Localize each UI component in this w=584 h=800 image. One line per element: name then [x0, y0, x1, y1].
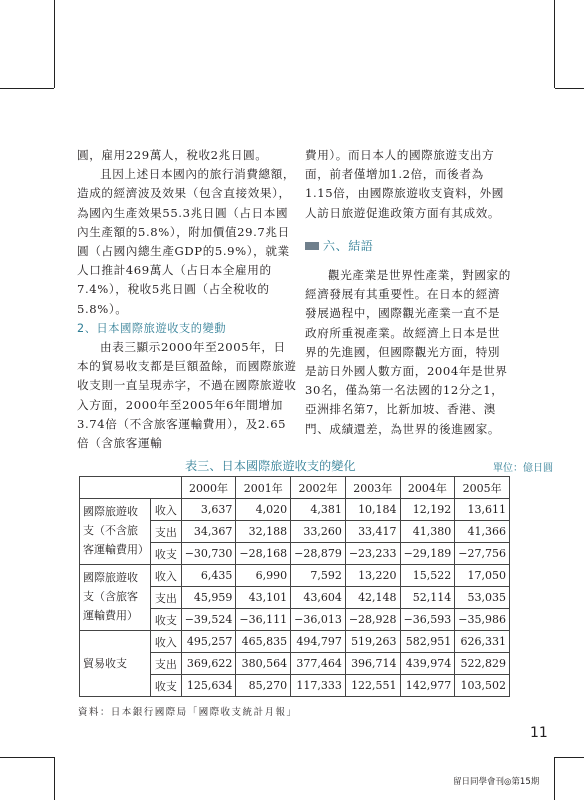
- table-cell: 17,050: [455, 565, 510, 587]
- table-cell: 626,331: [455, 631, 510, 653]
- table-cell: 43,101: [236, 587, 291, 609]
- header-corner: [80, 477, 182, 499]
- table-cell: 42,148: [345, 587, 400, 609]
- table-cell: −30,730: [181, 543, 236, 565]
- paragraph: 圓，雇用229萬人，稅收2兆日圓。: [77, 148, 268, 162]
- crop-mark: [0, 757, 54, 758]
- table-cell: 122,551: [345, 675, 400, 697]
- table-cell: 3,637: [181, 499, 236, 521]
- right-column: [305, 146, 511, 439]
- subheading: 2、日本國際旅遊收支的變動: [77, 321, 227, 335]
- table-cell: 52,114: [400, 587, 455, 609]
- year-header: 2001年: [236, 477, 291, 499]
- table-title: 表三、日本國際旅遊收支的變化: [185, 459, 356, 473]
- table-cell: 396,714: [345, 653, 400, 675]
- year-header: 2003年: [345, 477, 400, 499]
- table-row: [80, 499, 510, 521]
- table-cell: 6,435: [181, 565, 236, 587]
- table-cell: 380,564: [236, 653, 291, 675]
- table-cell: 32,188: [236, 521, 291, 543]
- table-source: 資料：日本銀行國際局「國際收支統計月報」: [78, 707, 298, 718]
- paragraph: 觀光產業是世界性產業，對國家的經濟發展有其重要性。在日本的經濟發展過程中，國際觀光產業一直不是政府所重視產業。故經濟上日本是世界的先進國，但國際觀光方面，特別是訪日外國人數方面，2004年是世界30名，僅為第一名法國的12分之1，亞洲排名第7，比新加坡、香港、澳門、成績還差，為世界的後進國家。: [305, 268, 511, 436]
- group-label: 國際旅遊收支（含旅客運輸費用）: [80, 565, 151, 631]
- table-cell: −36,013: [291, 609, 346, 631]
- tourism-balance-table: [79, 476, 510, 697]
- row-type: 支出: [151, 653, 182, 675]
- table-cell: 13,220: [345, 565, 400, 587]
- crop-mark: [0, 88, 54, 89]
- table-cell: 15,522: [400, 565, 455, 587]
- table-cell: 53,035: [455, 587, 510, 609]
- table-cell: 41,366: [455, 521, 510, 543]
- table-cell: 494,797: [291, 631, 346, 653]
- crop-mark: [54, 757, 55, 800]
- section-heading: 六、結語: [305, 237, 511, 256]
- table-cell: 12,192: [400, 499, 455, 521]
- table-cell: 125,634: [181, 675, 236, 697]
- table-cell: 85,270: [236, 675, 291, 697]
- table-cell: −28,928: [345, 609, 400, 631]
- table-cell: 465,835: [236, 631, 291, 653]
- crop-mark: [54, 0, 55, 88]
- table-cell: 6,990: [236, 565, 291, 587]
- footer-journal: 留日同學會刊◎第15期: [453, 777, 540, 787]
- table-cell: 369,622: [181, 653, 236, 675]
- crop-mark: [555, 757, 584, 758]
- left-column: [77, 146, 297, 453]
- crop-mark: [555, 88, 584, 89]
- group-label: 貿易收支: [80, 631, 151, 697]
- table-cell: 582,951: [400, 631, 455, 653]
- table-cell: −39,524: [181, 609, 236, 631]
- table-cell: 33,417: [345, 521, 400, 543]
- table-cell: 519,263: [345, 631, 400, 653]
- table-cell: 41,380: [400, 521, 455, 543]
- row-type: 收入: [151, 499, 182, 521]
- crop-mark: [554, 0, 555, 88]
- row-type: 收入: [151, 565, 182, 587]
- row-type: 收支: [151, 675, 182, 697]
- table-cell: 4,381: [291, 499, 346, 521]
- table-cell: 34,367: [181, 521, 236, 543]
- row-type: 收支: [151, 543, 182, 565]
- table-cell: 117,333: [291, 675, 346, 697]
- table-cell: 439,974: [400, 653, 455, 675]
- paragraph: 且因上述日本國內的旅行消費總額，造成的經濟波及效果（包含直接效果），為國內生產效果55.3兆日圓（占日本國內生產額的5.8%），附加價值29.7兆日圓（占國內總生產GDP的5.9%），就業人口推計469萬人（占日本全雇用的7.4%），稅收5兆日圓（占全稅收的5.8%）。: [77, 167, 296, 316]
- year-header: 2004年: [400, 477, 455, 499]
- table-cell: −35,986: [455, 609, 510, 631]
- year-header: 2002年: [291, 477, 346, 499]
- table-cell: 10,184: [345, 499, 400, 521]
- table-cell: 45,959: [181, 587, 236, 609]
- table-cell: 7,592: [291, 565, 346, 587]
- table-cell: −36,593: [400, 609, 455, 631]
- row-type: 支出: [151, 521, 182, 543]
- table-row: [80, 565, 510, 587]
- table-cell: −27,756: [455, 543, 510, 565]
- row-type: 支出: [151, 587, 182, 609]
- square-bullet-icon: [305, 242, 319, 250]
- year-header: 2005年: [455, 477, 510, 499]
- page-number: 11: [530, 725, 548, 741]
- table-cell: 103,502: [455, 675, 510, 697]
- paragraph: 費用）。而日本人的國際旅遊支出方面，前者僅增加1.2倍，而後者為1.15倍，由國際旅遊收支資料，外國人訪日旅遊促進政策方面有其成效。: [305, 148, 504, 220]
- table-cell: 33,260: [291, 521, 346, 543]
- table-cell: 522,829: [455, 653, 510, 675]
- table-cell: 377,464: [291, 653, 346, 675]
- table-cell: 142,977: [400, 675, 455, 697]
- row-type: 收入: [151, 631, 182, 653]
- table-cell: 495,257: [181, 631, 236, 653]
- row-type: 收支: [151, 609, 182, 631]
- table-row: [80, 631, 510, 653]
- year-header: 2000年: [181, 477, 236, 499]
- table-cell: 13,611: [455, 499, 510, 521]
- crop-mark: [554, 757, 555, 800]
- table-cell: −28,879: [291, 543, 346, 565]
- table-cell: 4,020: [236, 499, 291, 521]
- table-cell: −36,111: [236, 609, 291, 631]
- table-cell: −29,189: [400, 543, 455, 565]
- table-header-row: [80, 477, 510, 499]
- paragraph: 由表三顯示2000年至2005年，日本的貿易收支都是巨額盈餘，而國際旅遊收支則一直呈現赤字，不過在國際旅遊收入方面，2000年至2005年6年間增加3.74倍（不含旅客運輸費用），及2.65倍（含旅客運輸: [77, 340, 297, 451]
- table-unit: 單位：億日圓: [493, 463, 553, 474]
- group-label: 國際旅遊收支（不含旅客運輸費用）: [80, 499, 151, 565]
- table-cell: 43,604: [291, 587, 346, 609]
- table-cell: −23,233: [345, 543, 400, 565]
- table-cell: −28,168: [236, 543, 291, 565]
